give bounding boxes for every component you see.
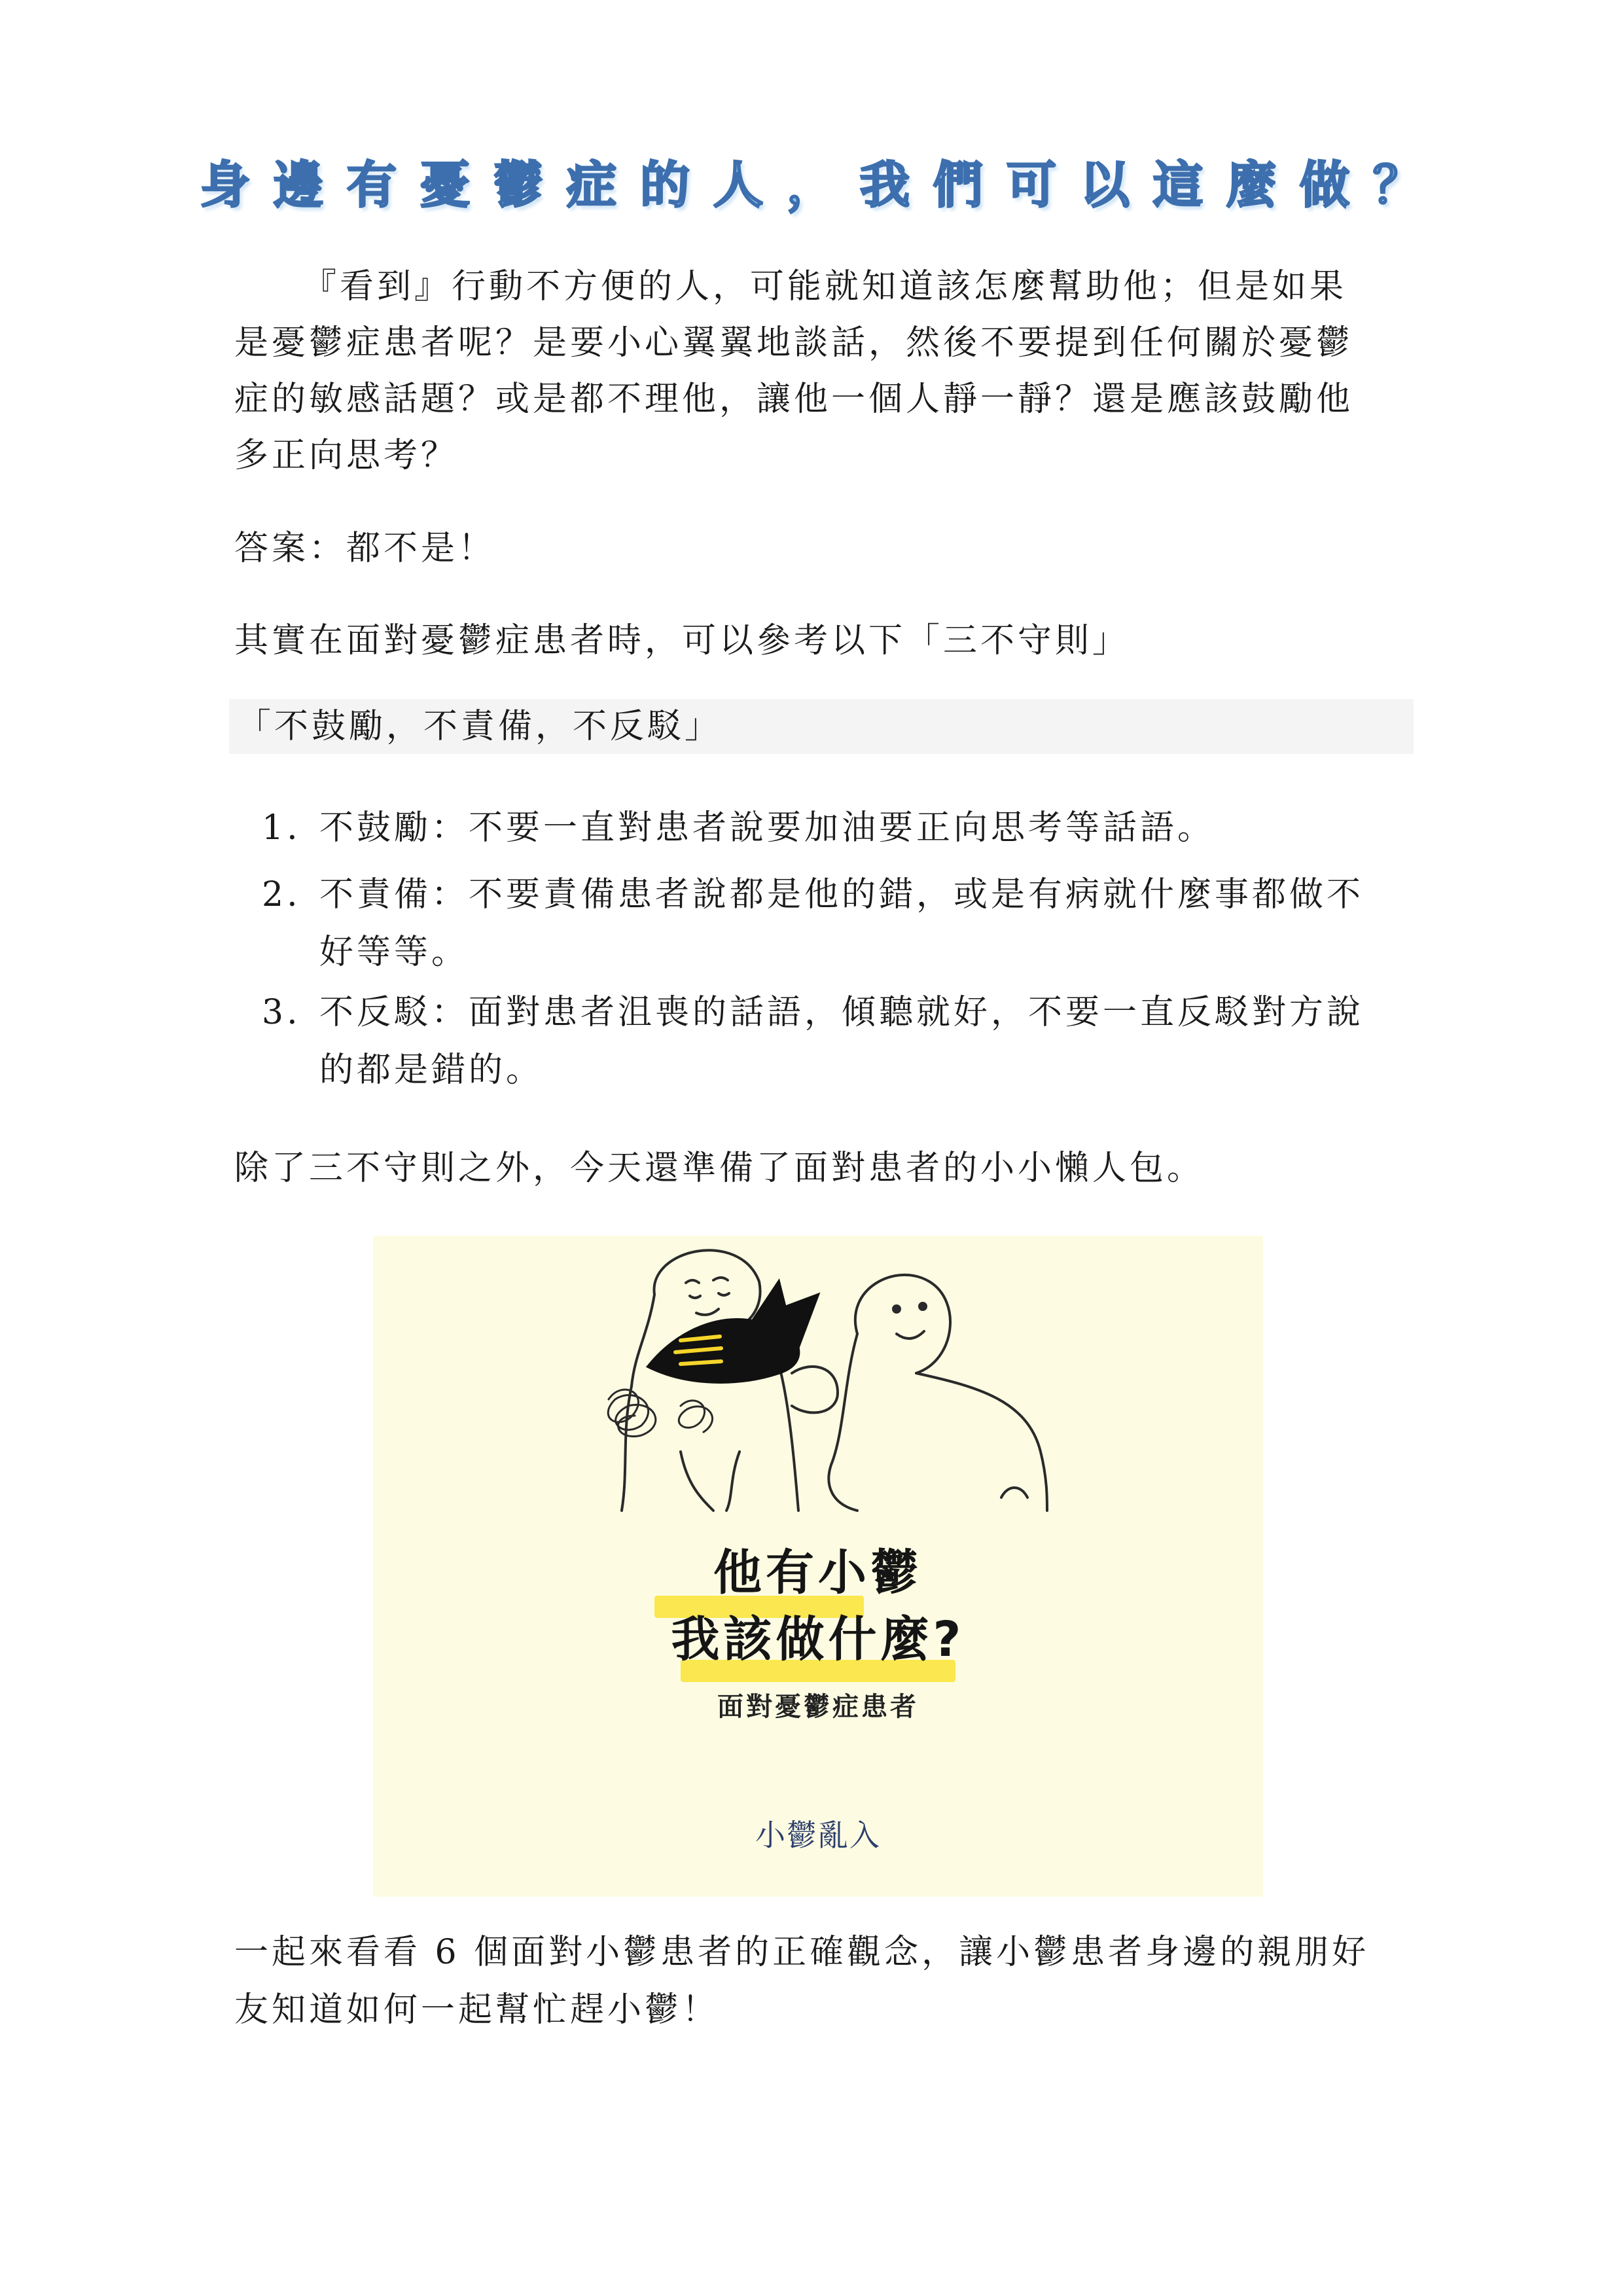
rule-text: 不反駁：面對患者沮喪的話語，傾聽就好，不要一直反駁對方說 — [319, 993, 1364, 1032]
answer-text: 答案：都不是！ — [234, 529, 496, 568]
page-title: 身邊有憂鬱症的人，我們可以這麼做？ — [200, 156, 1446, 214]
intro-line-1: 『看到』行動不方便的人，可能就知道該怎麼幫助他；但是如果 — [302, 267, 1347, 306]
intro-line-2: 是憂鬱症患者呢？是要小心翼翼地談話，然後不要提到任何關於憂鬱 — [234, 323, 1354, 363]
rule-text: 的都是錯的。 — [319, 1050, 544, 1090]
intro-line-3: 症的敏感話題？或是都不理他，讓他一個人靜一靜？還是應該鼓勵他 — [234, 380, 1354, 419]
rule-number: 2. — [262, 875, 301, 914]
rule-number: 3. — [262, 993, 301, 1032]
brand-logo: 小鬱亂入 — [755, 1818, 881, 1853]
extra-text: 除了三不守則之外，今天還準備了面對患者的小小懶人包。 — [234, 1149, 1205, 1188]
rule-number: 1. — [262, 808, 301, 848]
rule-text: 好等等。 — [319, 933, 469, 972]
rules-quote: 「不鼓勵，不責備，不反駁」 — [237, 707, 722, 746]
closing-line-1: 一起來看看 6 個面對小鬱患者的正確觀念，讓小鬱患者身邊的親朋好 — [234, 1933, 1370, 1972]
cartoon-figures-illustration — [373, 1236, 1263, 1517]
closing-line-2: 友知道如何一起幫忙趕小鬱！ — [234, 1990, 720, 2030]
rule-text: 不責備：不要責備患者說都是他的錯，或是有病就什麼事都做不 — [319, 875, 1364, 914]
cover-title-line-2: 我該做什麼? — [671, 1611, 965, 1668]
rules-intro: 其實在面對憂鬱症患者時，可以參考以下「三不守則」 — [234, 621, 1130, 660]
rule-text: 不鼓勵：不要一直對患者說要加油要正向思考等話語。 — [319, 808, 1215, 848]
cover-subtitle: 面對憂鬱症患者 — [717, 1692, 919, 1722]
cover-title-line-1: 他有小鬱 — [713, 1545, 923, 1601]
cover-illustration — [373, 1236, 1263, 1897]
intro-line-4: 多正向思考？ — [234, 436, 459, 475]
